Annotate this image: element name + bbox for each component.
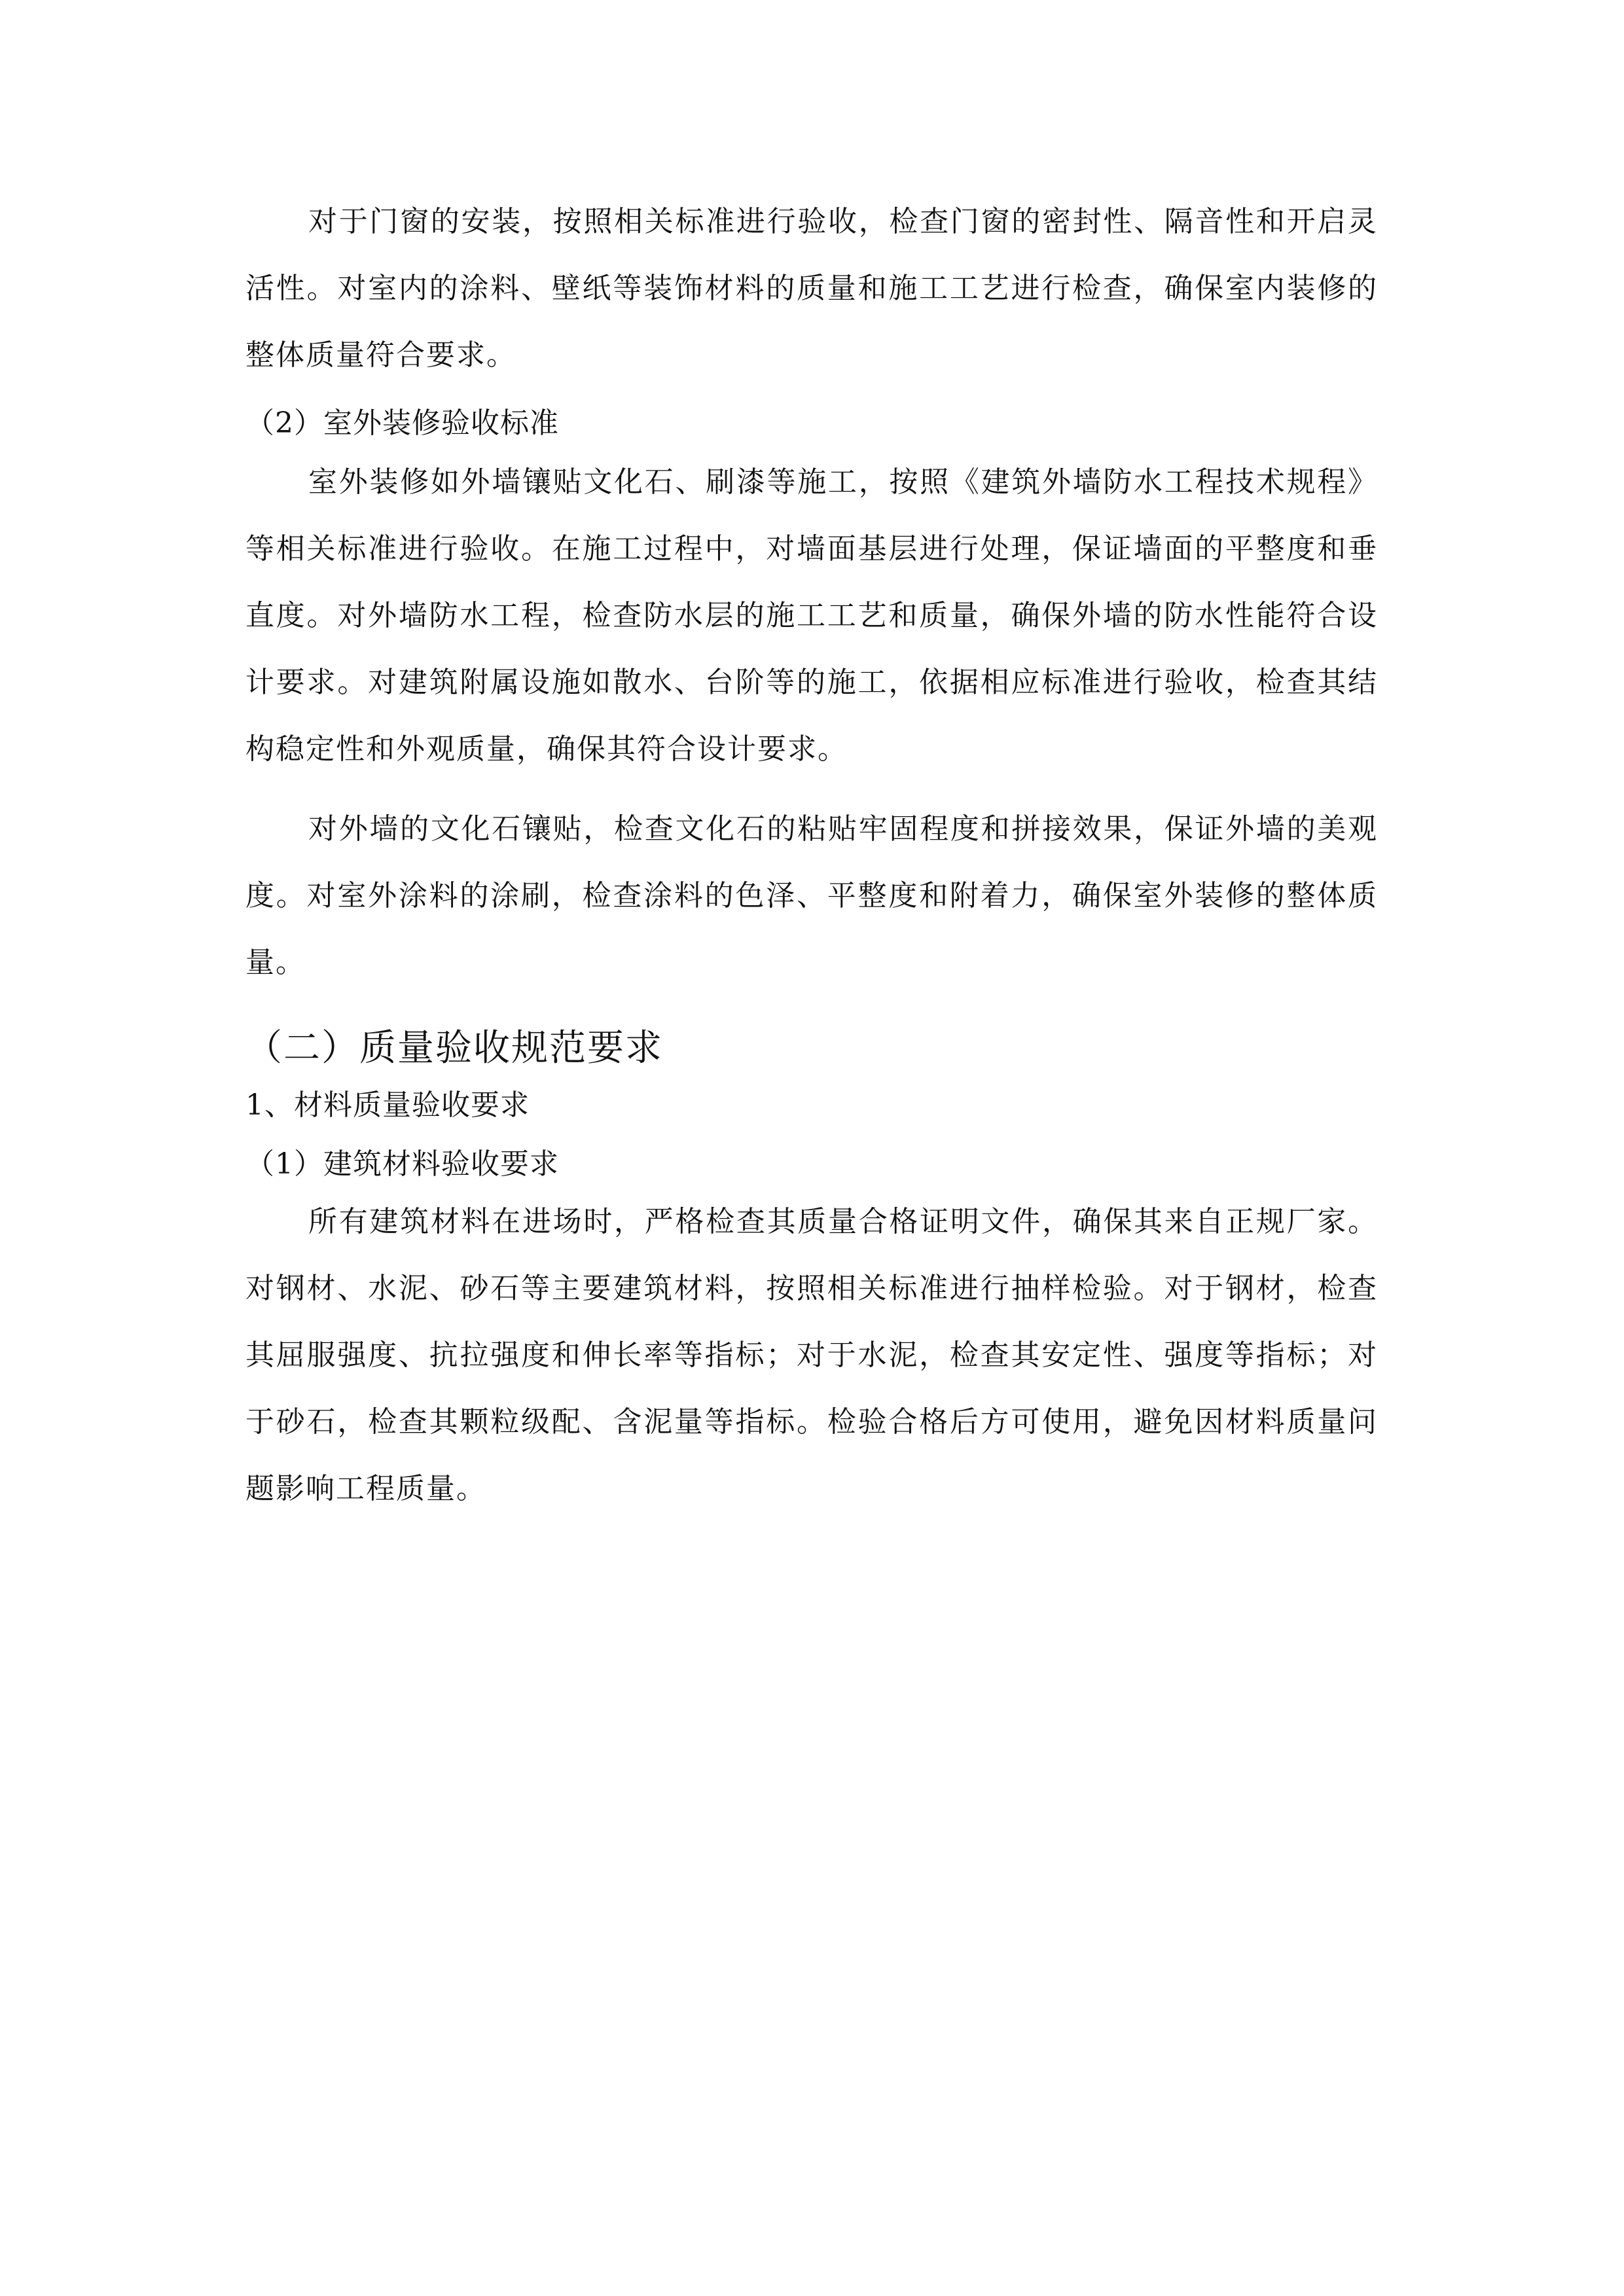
section-heading-quality-acceptance: （二）质量验收规范要求 bbox=[245, 1027, 663, 1069]
paragraph-doors-windows: 对于门窗的安装，按照相关标准进行验收，检查门窗的密封性、隔音性和开启灵活性。对室内的涂料、壁纸等装饰材料的质量和施工工艺进行检查，确保室内装修的整体质量符合要求。 bbox=[245, 205, 1378, 372]
list-heading-material-quality: 1、材料质量验收要求 bbox=[245, 1088, 530, 1122]
subheading-building-materials: （1）建筑材料验收要求 bbox=[245, 1147, 559, 1181]
paragraph-exterior-renovation: 室外装修如外墙镶贴文化石、刷漆等施工，按照《建筑外墙防水工程技术规程》等相关标准进行验收。在施工过程中，对墙面基层进行处理，保证墙面的平整度和垂直度。对外墙防水工程，检查防水层的施工工艺和质量，确保外墙的防水性能符合设计要求。对建筑附属设施如散水、台阶等的施工，依据相应标准进行验收，检查其结构稳定性和外观质量，确保其符合设计要求。 bbox=[245, 465, 1378, 766]
document-body bbox=[245, 188, 1378, 1522]
paragraph-building-materials: 所有建筑材料在进场时，严格检查其质量合格证明文件，确保其来自正规厂家。对钢材、水泥、砂石等主要建筑材料，按照相关标准进行抽样检验。对于钢材，检查其屈服强度、抗拉强度和伸长率等指标；对于水泥，检查其安定性、强度等指标；对于砂石，检查其颗粒级配、含泥量等指标。检验合格后方可使用，避免因材料质量问题影响工程质量。 bbox=[245, 1205, 1378, 1505]
paragraph-exterior-stone: 对外墙的文化石镶贴，检查文化石的粘贴牢固程度和拼接效果，保证外墙的美观度。对室外涂料的涂刷，检查涂料的色泽、平整度和附着力，确保室外装修的整体质量。 bbox=[245, 812, 1378, 979]
subheading-exterior-standard: （2）室外装修验收标准 bbox=[245, 406, 559, 440]
